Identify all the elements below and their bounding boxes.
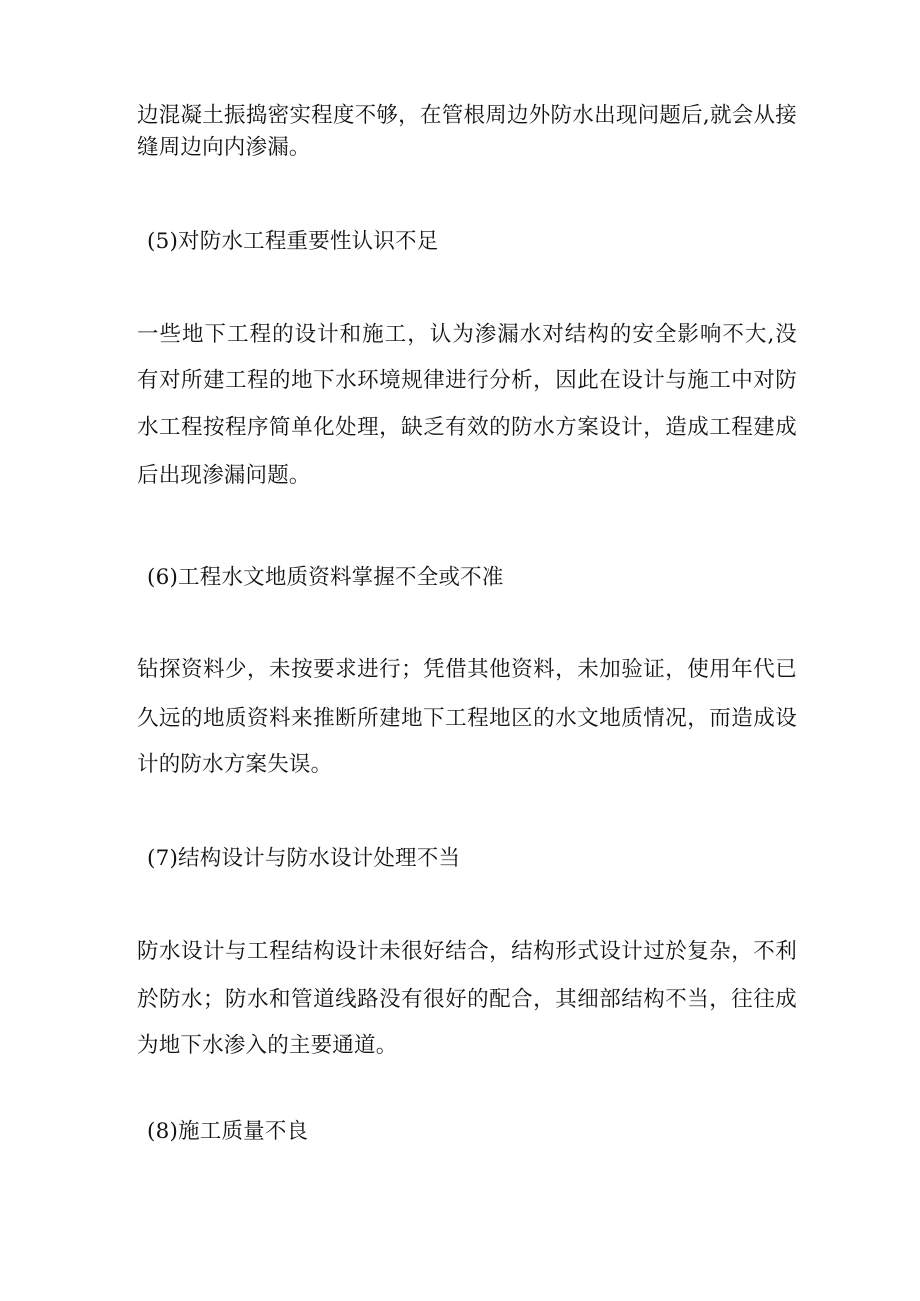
paragraph-line: 有对所建工程的地下水环境规律进行分析，因此在设计与施工中对防 [137,368,797,393]
paragraph-line: 一些地下工程的设计和施工，认为渗漏水对结构的安全影响不大,没 [137,322,797,347]
paragraph-line: 防水设计与工程结构设计未很好结合，结构形式设计过於复杂，不利 [137,939,797,964]
section-heading-6: (6)工程水文地质资料掌握不全或不准 [147,565,504,590]
paragraph-line: 於防水；防水和管道线路没有很好的配合，其细部结构不当，往往成 [137,987,797,1012]
section-heading-5: (5)对防水工程重要性认识不足 [147,229,439,254]
paragraph-line: 为地下水渗入的主要通道。 [137,1033,398,1058]
paragraph-line: 久远的地质资料来推断所建地下工程地区的水文地质情况，而造成设 [137,706,797,731]
paragraph-line: 后出现渗漏问题。 [137,463,311,488]
paragraph-line: 边混凝土振捣密实程度不够，在管根周边外防水出现问题后,就会从接 [137,103,797,128]
paragraph-line: 缝周边向内渗漏。 [137,135,311,160]
section-heading-8: (8)施工质量不良 [147,1119,309,1144]
paragraph-line: 钻探资料少，未按要求进行；凭借其他资料，未加验证，使用年代已 [137,657,797,682]
paragraph-line: 水工程按程序简单化处理，缺乏有效的防水方案设计，造成工程建成 [137,415,797,440]
paragraph-line: 计的防水方案失误。 [137,752,333,777]
section-heading-7: (7)结构设计与防水设计处理不当 [147,846,461,871]
